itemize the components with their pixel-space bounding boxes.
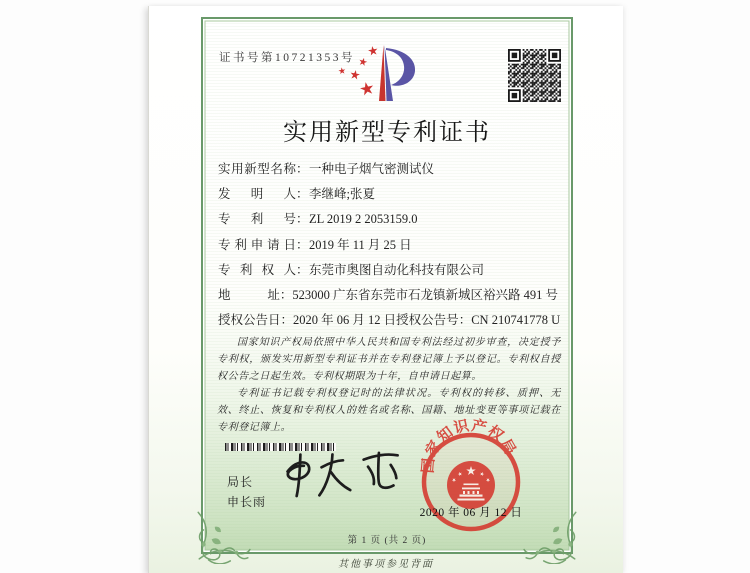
- certificate-title: 实用新型专利证书: [283, 120, 491, 146]
- field-value: 2019 年 11 月 25 日: [309, 237, 412, 252]
- field-row-address: 地址 ： 523000 广东省东莞市石龙镇新城区裕兴路 491 号: [218, 287, 558, 302]
- legal-paragraph: 国家知识产权局依照中华人民共和国专利法经过初步审查，决定授予专利权，颁发实用新型专利证书并在专利登记簿上予以登记。专利权自授权公告之日起生效。专利权期限为十年，自申请日起算。: [217, 337, 561, 382]
- field-value: 东莞市奥图自动化科技有限公司: [309, 262, 485, 277]
- qr-code-icon: [508, 49, 561, 102]
- director-title: 局长: [227, 475, 254, 489]
- field-row-grant: 授权公告日 ： 2020 年 06 月 12 日 授权公告号 ： CN 210741778 U: [218, 313, 561, 328]
- field-value: 523000 广东省东莞市石龙镇新城区裕兴路 491 号: [292, 287, 558, 302]
- field-label: 地址: [218, 287, 280, 302]
- cnipa-official-seal-icon: [406, 417, 536, 547]
- patent-fields: [218, 162, 561, 328]
- field-label: 授权公告号: [396, 313, 459, 328]
- field-value: 一种电子烟气密测试仪: [309, 162, 435, 176]
- field-label: 实用新型名称: [218, 162, 296, 176]
- field-label: 专利权人: [218, 262, 296, 277]
- field-label: 授权公告日: [218, 313, 281, 328]
- director-name: 申长雨: [227, 495, 267, 509]
- field-value: ZL 2019 2 2053159.0: [309, 212, 418, 227]
- seal-text: 国家知识产权局: [420, 418, 519, 474]
- legal-paragraph: 专利证书记载专利权登记时的法律状况。专利权的转移、质押、无效、终止、恢复和专利权人的姓名或名称、国籍、地址变更等事项记载在专利登记簿上。: [217, 388, 561, 433]
- field-value: 李继峰;张夏: [309, 187, 375, 202]
- field-label: 专利申请日: [218, 237, 296, 252]
- field-value: 2020 年 06 月 12 日: [293, 313, 397, 328]
- back-note: 其他事项参见背面: [338, 559, 434, 570]
- field-row-name: 实用新型名称 ： 一种电子烟气密测试仪: [218, 162, 435, 176]
- field-row-inventor: 发明人 ： 李继峰;张夏: [218, 187, 375, 202]
- field-row-patentee: 专利权人 ： 东莞市奥图自动化科技有限公司: [218, 262, 485, 277]
- field-row-patent-number: 专利号 ： ZL 2019 2 2053159.0: [218, 212, 418, 227]
- certificate-frame: [201, 17, 573, 554]
- page-number: 第 1 页 (共 2 页): [347, 536, 427, 546]
- field-label: 专利号: [218, 212, 296, 227]
- director-block: [227, 472, 266, 512]
- field-value: CN 210741778 U: [471, 313, 561, 328]
- seal-date: 2020 年 06 月 12 日: [419, 507, 523, 519]
- certificate-paper: [148, 6, 623, 573]
- certificate-number: 证书号第10721353号: [219, 52, 355, 64]
- director-signature-icon: [272, 445, 409, 512]
- field-row-filing-date: 专利申请日 ： 2019 年 11 月 25 日: [218, 237, 412, 252]
- cnipa-patent-logo-icon: [336, 40, 426, 108]
- field-label: 发明人: [218, 187, 296, 202]
